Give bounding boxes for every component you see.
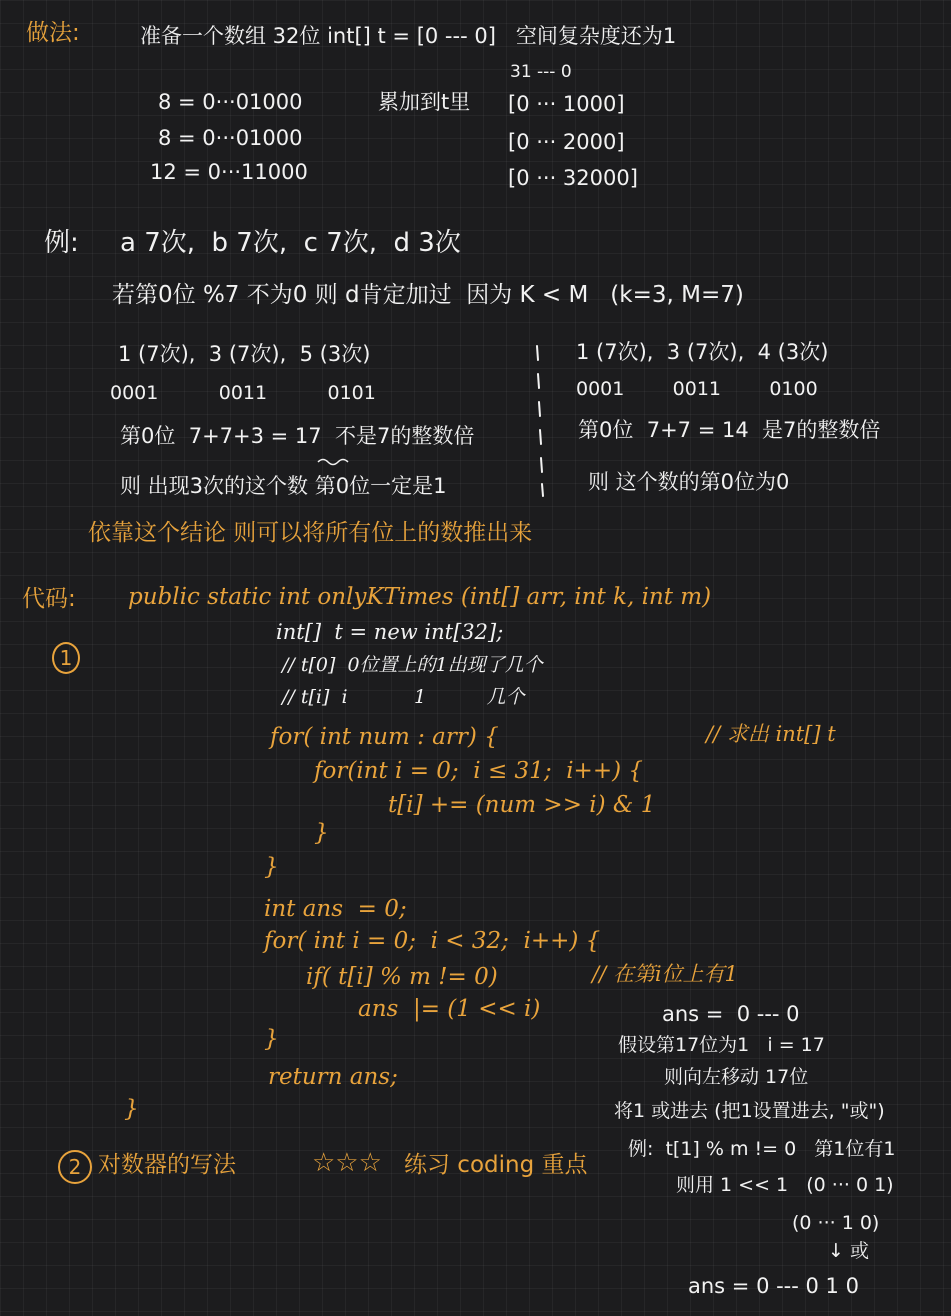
method-row-arr: [0 ··· 32000] [508, 166, 638, 190]
method-row-arr: [0 ··· 2000] [508, 130, 625, 154]
note-line: 假设第17位为1 i = 17 [618, 1034, 825, 1056]
example-left-conclusion: 则 出现3次的这个数 第0位一定是1 [120, 474, 447, 498]
example-summary: 依靠这个结论 则可以将所有位上的数推出来 [88, 520, 533, 546]
code-signature: public static int onlyKTimes (int[] arr, int k, int m) [128, 584, 712, 610]
example-right-bits: 0001 0011 0100 [576, 378, 818, 400]
method-row-num: 8 = 0···01000 [158, 126, 303, 150]
method-title: 做法: [26, 20, 80, 46]
note-line: (0 ··· 1 0) [792, 1212, 880, 1234]
code-line: } [264, 1026, 279, 1052]
footer-text-b: 练习 coding 重点 [404, 1152, 588, 1178]
code-line: ans |= (1 << i) [358, 996, 541, 1022]
code-comment-t: // 求出 int[] t [706, 722, 836, 746]
code-line: for( int i = 0; i < 32; i++) { [264, 928, 601, 954]
footer-text-a: 对数器的写法 [98, 1152, 236, 1178]
method-text: 准备一个数组 32位 int[] t = [0 --- 0] 空间复杂度还为1 [140, 24, 677, 48]
note-line: ↓ 或 [828, 1240, 869, 1262]
example-right-conclusion: 则 这个数的第0位为0 [588, 470, 790, 494]
note-line: ans = 0 --- 0 1 0 [688, 1274, 859, 1298]
code-line: int ans = 0; [264, 896, 407, 922]
example-left-sum: 第0位 7+7+3 = 17 不是7的整数倍 [120, 424, 475, 448]
method-row-num: 12 = 0···11000 [150, 160, 308, 184]
note-line: 则用 1 << 1 (0 ··· 0 1) [676, 1174, 894, 1196]
underline-squiggle [318, 460, 348, 465]
note-line: 则向左移动 17位 [664, 1066, 809, 1088]
code-line: } [314, 820, 329, 846]
code-comment-bit: // 在第i位上有1 [592, 962, 738, 986]
example-counts: a 7次, b 7次, c 7次, d 3次 [120, 228, 461, 258]
marker-circle-2: 2 [58, 1150, 92, 1184]
method-row-arr: [0 ··· 1000] [508, 92, 625, 116]
code-line: // t[0] 0位置上的1出现了几个 [282, 654, 543, 676]
code-label: 代码: [22, 586, 76, 612]
marker-circle-1: 1 [52, 642, 80, 674]
example-title: 例: [44, 228, 79, 258]
code-line: t[i] += (num >> i) & 1 [388, 792, 656, 818]
footer-stars: ☆☆☆ [312, 1148, 382, 1178]
code-line: for( int num : arr) { [270, 724, 499, 750]
code-line: } [124, 1096, 139, 1122]
code-line: int[] t = new int[32]; [276, 620, 504, 644]
note-line: 例: t[1] % m != 0 第1位有1 [628, 1138, 896, 1160]
code-line: // t[i] i 1 几个 [282, 686, 525, 708]
method-row-num: 8 = 0···01000 [158, 90, 303, 114]
example-left-bits: 0001 0011 0101 [110, 382, 376, 404]
note-line: 将1 或进去 (把1设置进去, "或") [614, 1100, 885, 1122]
code-line: } [264, 854, 279, 880]
code-line: return ans; [268, 1064, 398, 1090]
example-right-items: 1 (7次), 3 (7次), 4 (3次) [576, 340, 829, 364]
code-line: for(int i = 0; i ≤ 31; i++) { [314, 758, 644, 784]
method-row-note: 累加到t里 [378, 90, 471, 114]
method-index-label: 31 --- 0 [510, 62, 572, 82]
note-line: ans = 0 --- 0 [662, 1002, 800, 1026]
example-rule: 若第0位 %7 不为0 则 d肯定加过 因为 K < M (k=3, M=7) [112, 282, 744, 308]
example-left-items: 1 (7次), 3 (7次), 5 (3次) [118, 342, 371, 366]
code-line: if( t[i] % m != 0) [306, 964, 498, 990]
example-right-sum: 第0位 7+7 = 14 是7的整数倍 [578, 418, 881, 442]
